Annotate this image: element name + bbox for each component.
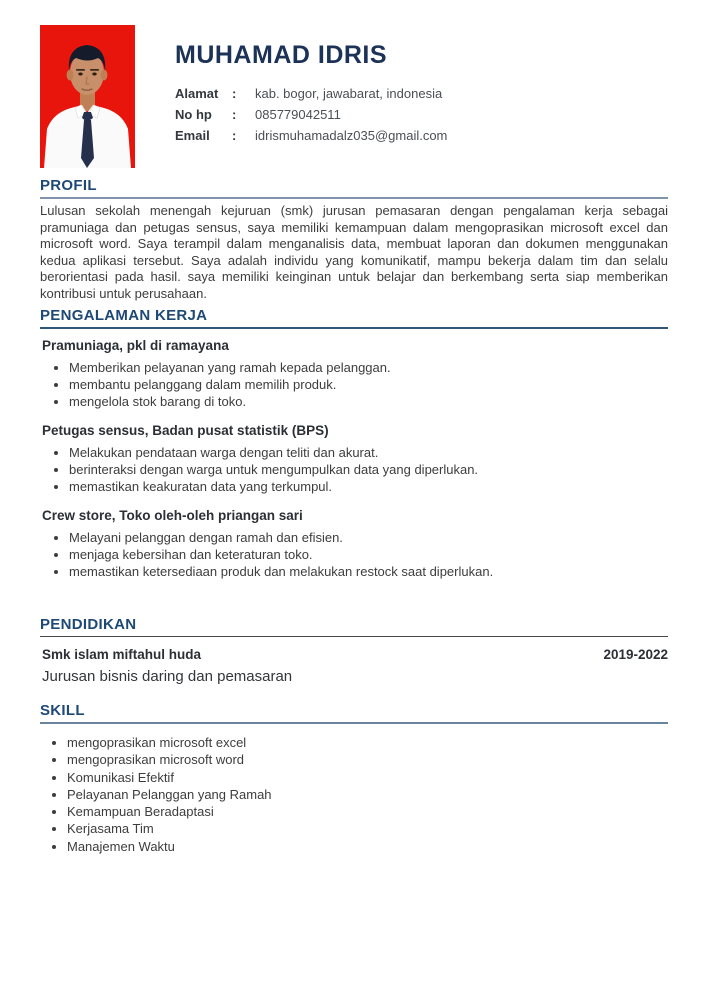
job-duty-item: • berinteraksi dengan warga untuk mengumpulkan data yang diperlukan. [69, 461, 668, 478]
contact-value-address: kab. bogor, jawabarat, indonesia [255, 86, 443, 101]
job-duty-item: • memastikan keakuratan data yang terkumpul. [69, 478, 668, 495]
job-title: Pramuniaga, pkl di ramayana [42, 338, 229, 353]
section-title-skill: SKILL [40, 702, 85, 719]
skill-list [40, 734, 668, 855]
section-profil [40, 177, 668, 302]
section-pengalaman-kerja [40, 307, 668, 580]
skill-item: • Pelayanan Pelanggan yang Ramah [67, 786, 668, 803]
contact-label: Email [175, 128, 210, 143]
contact-separator: : [232, 107, 237, 122]
profile-photo-illustration [40, 25, 135, 168]
job-duty-item: • Melayani pelanggan dengan ramah dan efisien. [69, 529, 668, 546]
section-pendidikan [40, 616, 668, 686]
section-divider [40, 722, 668, 724]
contact-info [175, 83, 447, 146]
contact-row-email [175, 125, 447, 146]
job-title: Crew store, Toko oleh-oleh priangan sari [42, 508, 303, 523]
education-entry [42, 646, 668, 663]
job-duties-list [42, 359, 668, 410]
job-duty-item: • membantu pelanggang dalam memilih produk. [69, 376, 668, 393]
skill-item: • mengoprasikan microsoft excel [67, 734, 668, 751]
education-school: Smk islam miftahul huda [42, 647, 202, 662]
job-duties-list [42, 529, 668, 580]
header-text [175, 40, 447, 146]
contact-value-phone: 085779042511 [255, 107, 341, 122]
section-divider [40, 636, 668, 637]
job-duty-item: • Memberikan pelayanan yang ramah kepada pelanggan. [69, 359, 668, 376]
contact-row-alamat [175, 83, 447, 104]
job-duty-item: • mengelola stok barang di toko. [69, 393, 668, 410]
contact-separator: : [232, 128, 237, 143]
profil-summary-text: Lulusan sekolah menengah kejuruan (smk) jurusan pemasaran dengan pengalaman kerja sebagai pramuniaga dan petugas sensus, saya memiliki kemampuan dalam mengoprasikan microsoft excel dan microsoft word. Saya terampil dalam menganalisis data, membuat laporan dan dokumen menggunakan kedua aplikasi tersebut. Saya adalah individu yang komunikatif, mampu bekerja dalam tim dan selalu berorientasi pada hasil. saya memiliki keinginan untuk belajar dan berkembang serta siap memberikan kontribusi untuk perusahaan. [40, 203, 668, 301]
skill-item: • mengoprasikan microsoft word [67, 751, 668, 768]
profile-photo [40, 25, 135, 168]
skill-item: • Kerjasama Tim [67, 820, 668, 837]
contact-row-phone [175, 104, 447, 125]
contact-separator: : [232, 86, 237, 101]
job-duty-item: • Melakukan pendataan warga dengan teliti dan akurat. [69, 444, 668, 461]
contact-label: No hp [175, 107, 212, 122]
skill-item: • Kemampuan Beradaptasi [67, 803, 668, 820]
resume-header [0, 0, 706, 177]
skill-item: • Manajemen Waktu [67, 838, 668, 855]
contact-label: Alamat [175, 86, 219, 101]
education-major: Jurusan bisnis daring dan pemasaran [42, 668, 293, 685]
section-title-pendidikan: PENDIDIKAN [40, 616, 137, 633]
job-duty-item: • memastikan ketersediaan produk dan melakukan restock saat diperlukan. [69, 563, 668, 580]
skill-item: • Komunikasi Efektif [67, 769, 668, 786]
section-title-pengalaman: PENGALAMAN KERJA [40, 307, 208, 324]
job-duties-list [42, 444, 668, 495]
section-skill [40, 702, 668, 855]
job-duty-item: • menjaga kebersihan dan keteraturan toko. [69, 546, 668, 563]
job-title: Petugas sensus, Badan pusat statistik (BPS) [42, 423, 329, 438]
contact-value-email: idrismuhamadalz035@gmail.com [255, 128, 448, 143]
section-title-profil: PROFIL [40, 177, 97, 194]
education-years: 2019-2022 [603, 647, 668, 662]
section-divider [40, 327, 668, 329]
job-entry-petugas-sensus [42, 422, 668, 495]
section-divider [40, 197, 668, 199]
candidate-name: MUHAMAD IDRIS [175, 41, 388, 69]
job-entry-crew-store [42, 507, 668, 580]
job-entry-pramuniaga [42, 337, 668, 410]
